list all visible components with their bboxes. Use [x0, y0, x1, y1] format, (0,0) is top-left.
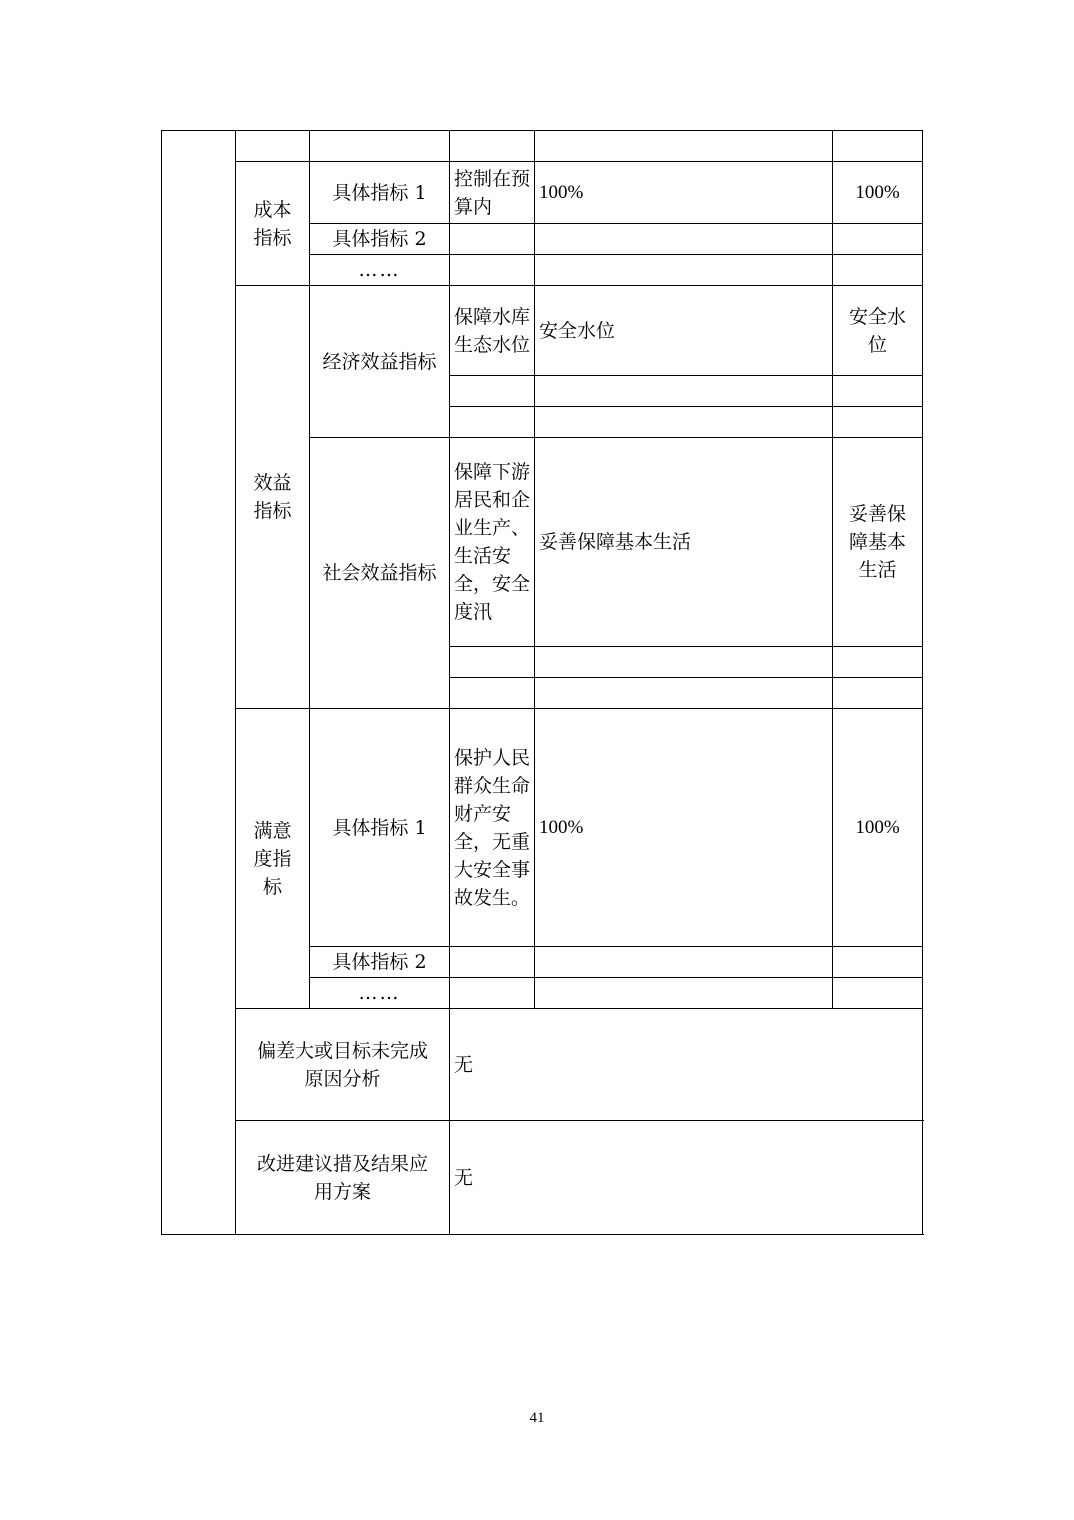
satisfaction-content-1: 保护人民群众生命财产安全，无重大安全事故发生。 [450, 709, 535, 947]
cost-target-1: 100% [535, 162, 833, 224]
satisfaction-target-1: 100% [535, 709, 833, 947]
cost-ellipsis: …… [310, 255, 450, 286]
table-row [162, 162, 923, 224]
cost-sub-1: 具体指标 1 [310, 162, 450, 224]
page-number: 41 [529, 1410, 545, 1426]
cost-category: 成本指标 [236, 162, 310, 286]
table-row [162, 1009, 923, 1121]
social-label: 社会效益指标 [310, 438, 450, 709]
table-row [162, 1121, 923, 1235]
deviation-label: 偏差大或目标未完成原因分析 [236, 1009, 450, 1121]
outer-blank-cell [162, 131, 236, 1235]
social-target: 妥善保障基本生活 [535, 438, 833, 647]
satisfaction-sub-1: 具体指标 1 [310, 709, 450, 947]
table-row [162, 709, 923, 947]
economic-label: 经济效益指标 [310, 286, 450, 438]
table-row [162, 131, 923, 162]
satisfaction-actual-1: 100% [833, 709, 923, 947]
cost-sub-2: 具体指标 2 [310, 224, 450, 255]
cost-content-1: 控制在预算内 [450, 162, 535, 224]
economic-actual: 安全水位 [833, 286, 923, 376]
social-content: 保障下游居民和企业生产、生活安全，安全度汛 [450, 438, 535, 647]
benefit-category: 效益指标 [236, 286, 310, 709]
social-actual: 妥善保障基本生活 [833, 438, 923, 647]
improvement-value: 无 [450, 1121, 923, 1235]
satisfaction-sub-2: 具体指标 2 [310, 947, 450, 978]
performance-table [161, 130, 923, 1235]
cost-actual-1: 100% [833, 162, 923, 224]
deviation-value: 无 [450, 1009, 923, 1121]
improvement-label: 改进建议措及结果应用方案 [236, 1121, 450, 1235]
economic-target: 安全水位 [535, 286, 833, 376]
economic-content: 保障水库生态水位 [450, 286, 535, 376]
satisfaction-category: 满意度指标 [236, 709, 310, 1009]
table-row [162, 286, 923, 376]
satisfaction-ellipsis: …… [310, 978, 450, 1009]
